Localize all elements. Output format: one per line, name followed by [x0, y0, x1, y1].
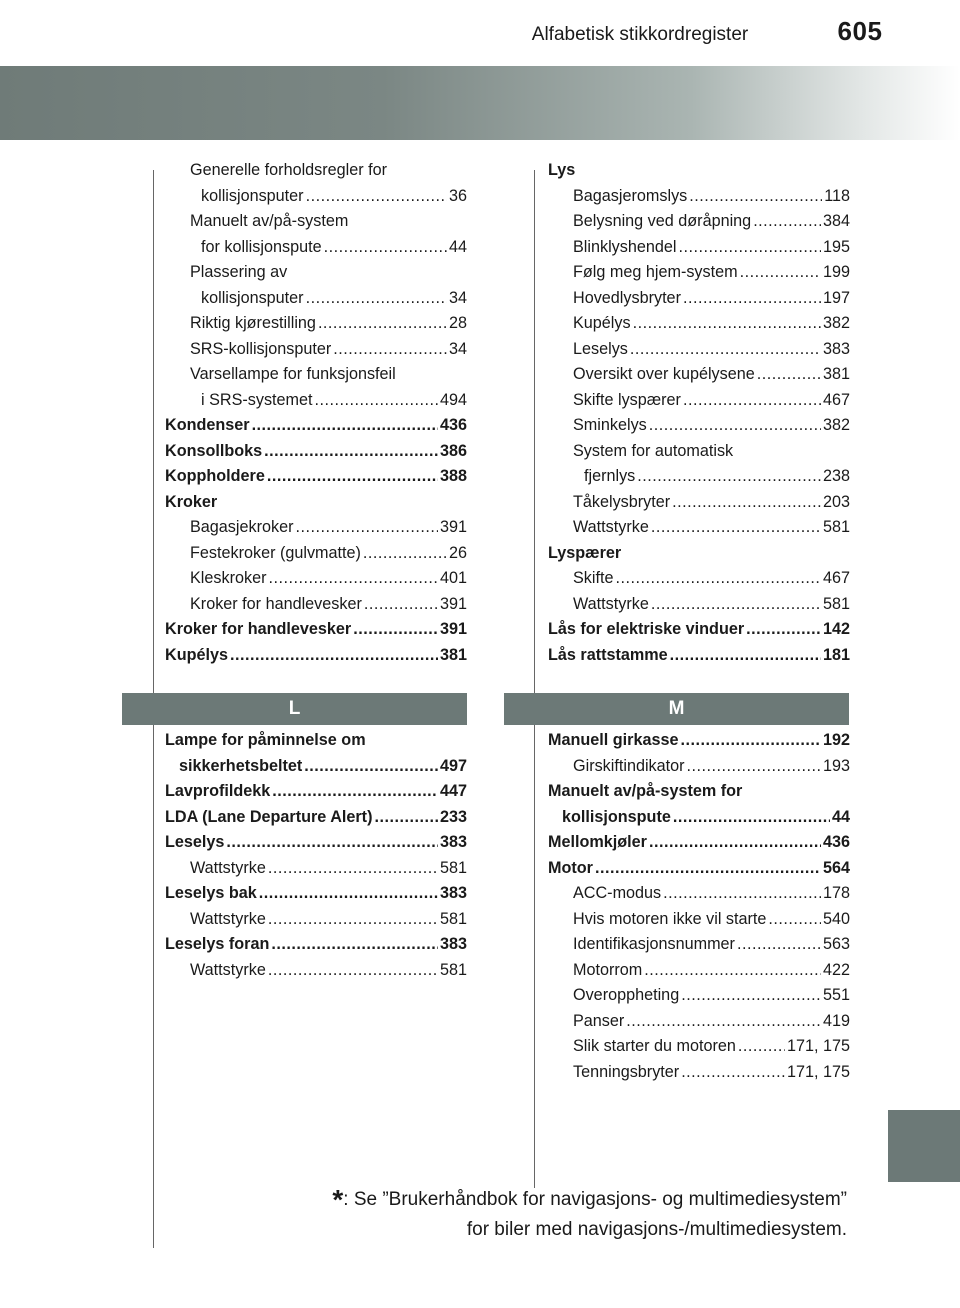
entry-label: Hvis motoren ikke vil starte — [573, 909, 767, 928]
entry-label: Oversikt over kupélysene — [573, 365, 755, 383]
entry-page-ref: 581 — [439, 909, 467, 928]
entry-label: kollisjonsputer — [201, 288, 304, 307]
dot-leader — [306, 184, 447, 210]
index-entry — [165, 907, 467, 933]
entry-label: Wattstyrke — [190, 960, 266, 979]
footnote-line-1 — [332, 1185, 847, 1215]
index-entry — [548, 158, 850, 184]
index-entry — [548, 311, 850, 337]
index-entry — [165, 337, 467, 363]
entry-label: Lys — [548, 161, 576, 179]
dot-leader — [738, 1034, 785, 1060]
index-entry — [165, 856, 467, 882]
index-entry — [548, 184, 850, 210]
entry-page-ref: 382 — [822, 416, 850, 434]
index-entry — [548, 566, 850, 592]
entry-label: Festekroker (gulvmatte) — [190, 543, 361, 562]
header-title: Alfabetisk stikkordregister — [531, 24, 749, 45]
dot-leader — [683, 286, 821, 312]
entry-page-ref: 34 — [448, 288, 467, 307]
index-entry — [548, 1034, 850, 1060]
index-section-m — [548, 728, 850, 1085]
entry-label: Følg meg hjem-system — [573, 263, 738, 281]
index-entry — [548, 413, 850, 439]
dot-leader — [663, 881, 821, 907]
dot-leader — [268, 958, 438, 984]
dot-leader — [306, 286, 447, 312]
index-entry — [165, 566, 467, 592]
index-entry — [548, 439, 850, 465]
entry-page-ref: 171, 175 — [786, 1062, 850, 1081]
dot-leader — [315, 388, 438, 414]
index-entry — [548, 592, 850, 618]
footnote-text-1: : Se ”Brukerhåndbok for navigasjons- og multimediesystem” — [343, 1189, 847, 1210]
entry-page-ref: 193 — [822, 756, 850, 775]
index-entry — [165, 643, 467, 669]
entry-page-ref: 386 — [439, 441, 467, 460]
index-entry — [165, 754, 467, 780]
dot-leader — [304, 754, 438, 780]
dot-leader — [737, 932, 821, 958]
dot-leader — [268, 856, 438, 882]
entry-label: System for automatisk — [573, 441, 734, 460]
entry-page-ref: 171, 175 — [786, 1037, 850, 1055]
entry-page-ref: 581 — [822, 594, 850, 613]
entry-page-ref: 391 — [439, 518, 467, 536]
index-entry — [165, 592, 467, 618]
entry-label: Skifte lyspærer — [573, 390, 681, 409]
index-entry — [165, 158, 467, 184]
entry-page-ref: 44 — [448, 237, 467, 256]
dot-leader — [649, 830, 821, 856]
entry-label: Plassering av — [190, 263, 288, 281]
entry-label: Wattstyrke — [573, 518, 649, 536]
entry-label: Hovedlysbryter — [573, 288, 681, 307]
dot-leader — [318, 311, 447, 337]
index-entry — [548, 856, 850, 882]
entry-page-ref: 195 — [822, 237, 850, 256]
index-entry — [548, 907, 850, 933]
index-entry — [165, 728, 467, 754]
entry-label: Manuelt av/på-system — [190, 212, 349, 230]
dot-leader — [637, 464, 821, 490]
index-entry — [165, 260, 467, 286]
entry-label: Wattstyrke — [190, 909, 266, 928]
entry-label: Lås for elektriske vinduer — [548, 620, 745, 638]
entry-page-ref: 383 — [439, 935, 467, 953]
dot-leader — [633, 311, 821, 337]
entry-label: Overoppheting — [573, 986, 680, 1004]
entry-label: Slik starter du motoren — [573, 1037, 736, 1055]
entry-label: kollisjonsputer — [201, 186, 304, 205]
entry-page-ref: 494 — [439, 390, 467, 409]
index-entry — [548, 779, 850, 805]
dot-leader — [678, 235, 821, 261]
dot-leader — [271, 932, 438, 958]
index-entry — [548, 490, 850, 516]
entry-page-ref: 563 — [822, 935, 850, 953]
entry-label: Koppholdere — [165, 467, 265, 485]
entry-page-ref: 401 — [439, 569, 467, 587]
index-entry — [548, 209, 850, 235]
entry-page-ref: 581 — [439, 960, 467, 979]
index-entry — [165, 932, 467, 958]
page-number: 605 — [837, 16, 883, 46]
index-entry — [165, 209, 467, 235]
entry-page-ref: 199 — [822, 263, 850, 281]
section-letter: M — [668, 698, 685, 719]
entry-label: Lavprofildekk — [165, 782, 271, 800]
entry-label: Sminkelys — [573, 416, 647, 434]
footnote-star: * — [332, 1184, 344, 1215]
entry-label: for kollisjonspute — [201, 237, 322, 256]
entry-page-ref: 581 — [439, 858, 467, 877]
index-entry — [548, 805, 850, 831]
entry-label: Bagasjekroker — [190, 518, 294, 536]
index-entry — [165, 958, 467, 984]
index-entry — [165, 881, 467, 907]
dot-leader — [226, 830, 438, 856]
index-entry — [165, 235, 467, 261]
dot-leader — [680, 728, 821, 754]
entry-page-ref: 383 — [439, 884, 467, 902]
entry-page-ref: 142 — [822, 620, 850, 638]
entry-label: Kupélys — [573, 314, 631, 332]
entry-page-ref: 551 — [822, 986, 850, 1004]
center-rule — [534, 170, 535, 1188]
dot-leader — [768, 907, 821, 933]
dot-leader — [626, 1009, 821, 1035]
index-entry — [548, 983, 850, 1009]
entry-page-ref: 540 — [822, 909, 850, 928]
entry-label: Belysning ved døråpning — [573, 212, 752, 230]
dot-leader — [268, 566, 438, 592]
dot-leader — [649, 413, 821, 439]
entry-page-ref: 238 — [822, 467, 850, 485]
dot-leader — [616, 566, 821, 592]
index-entry — [548, 286, 850, 312]
footnote-line-2: for biler med navigasjons-/multimediesystem. — [466, 1219, 847, 1240]
index-entry — [165, 779, 467, 805]
entry-label: Riktig kjørestilling — [190, 314, 316, 332]
entry-page-ref: 422 — [822, 960, 850, 979]
entry-label: Kupélys — [165, 645, 228, 664]
index-entry — [165, 617, 467, 643]
entry-page-ref: 391 — [439, 594, 467, 613]
entry-label: Tenningsbryter — [573, 1062, 680, 1081]
dot-leader — [324, 235, 447, 261]
entry-label: Kroker — [165, 492, 218, 511]
index-entry — [548, 932, 850, 958]
entry-page-ref: 36 — [448, 186, 467, 205]
dot-leader — [683, 388, 821, 414]
index-entry — [548, 881, 850, 907]
index-entry — [548, 260, 850, 286]
index-entry — [165, 286, 467, 312]
entry-page-ref: 436 — [822, 833, 850, 851]
index-entry — [165, 515, 467, 541]
entry-label: Lås rattstamme — [548, 645, 668, 664]
index-entry — [548, 617, 850, 643]
dot-leader — [252, 413, 438, 439]
dot-leader — [264, 439, 438, 465]
entry-page-ref: 581 — [822, 518, 850, 536]
entry-label: sikkerhetsbeltet — [179, 756, 303, 775]
dot-leader — [644, 958, 821, 984]
index-entry — [548, 541, 850, 567]
entry-page-ref: 419 — [822, 1011, 850, 1030]
section-header-m — [504, 693, 849, 725]
dot-leader — [595, 856, 821, 882]
index-column-right-top — [548, 158, 850, 668]
index-entry — [165, 541, 467, 567]
entry-label: Leselys bak — [165, 884, 257, 902]
footnote — [332, 1185, 847, 1245]
index-entry — [165, 388, 467, 414]
entry-page-ref: 34 — [448, 339, 467, 358]
index-entry — [548, 958, 850, 984]
dot-leader — [672, 490, 821, 516]
index-entry — [548, 515, 850, 541]
dot-leader — [363, 541, 447, 567]
entry-label: Panser — [573, 1011, 625, 1030]
dot-leader — [272, 779, 438, 805]
index-entry — [548, 337, 850, 363]
entry-page-ref: 564 — [822, 858, 850, 877]
index-entry — [548, 754, 850, 780]
entry-label: Identifikasjonsnummer — [573, 935, 735, 953]
index-entry — [548, 1060, 850, 1086]
dot-leader — [259, 881, 438, 907]
entry-label: Konsollboks — [165, 441, 263, 460]
index-entry — [165, 184, 467, 210]
entry-label: Varsellampe for funksjonsfeil — [190, 365, 396, 383]
entry-page-ref: 381 — [822, 365, 850, 383]
entry-label: Manuell girkasse — [548, 731, 679, 749]
entry-label: Generelle forholdsregler for — [190, 161, 388, 179]
index-entry — [165, 439, 467, 465]
entry-page-ref: 197 — [822, 288, 850, 307]
entry-label: SRS-kollisjonsputer — [190, 339, 332, 358]
dot-leader — [687, 754, 821, 780]
dot-leader — [333, 337, 447, 363]
entry-page-ref: 118 — [824, 186, 850, 205]
entry-label: Girskiftindikator — [573, 756, 685, 775]
entry-page-ref: 381 — [439, 645, 467, 664]
entry-page-ref: 28 — [448, 314, 467, 332]
dot-leader — [353, 617, 438, 643]
entry-page-ref: 26 — [448, 543, 467, 562]
entry-label: fjernlys — [584, 467, 636, 485]
dot-leader — [651, 515, 821, 541]
entry-label: LDA (Lane Departure Alert) — [165, 807, 373, 826]
entry-label: Manuelt av/på-system for — [548, 782, 743, 800]
index-column-left-top — [165, 158, 467, 668]
dot-leader — [681, 1060, 785, 1086]
entry-label: Skifte — [573, 569, 614, 587]
dot-leader — [295, 515, 438, 541]
index-entry — [548, 830, 850, 856]
dot-leader — [740, 260, 821, 286]
entry-page-ref: 383 — [822, 339, 850, 358]
index-entry — [548, 643, 850, 669]
index-entry — [165, 464, 467, 490]
entry-page-ref: 467 — [822, 390, 850, 409]
dot-leader — [651, 592, 821, 618]
entry-page-ref: 497 — [439, 756, 467, 775]
index-entry — [165, 490, 467, 516]
entry-label: Kroker for handlevesker — [190, 594, 362, 613]
entry-label: kollisjonspute — [562, 807, 671, 826]
section-header-l — [122, 693, 467, 725]
entry-page-ref: 192 — [822, 731, 850, 749]
dot-leader — [630, 337, 821, 363]
entry-label: Kroker for handlevesker — [165, 620, 352, 638]
entry-page-ref: 436 — [439, 416, 467, 434]
index-entry — [165, 362, 467, 388]
entry-page-ref: 467 — [822, 569, 850, 587]
dot-leader — [681, 983, 821, 1009]
entry-label: Motorrom — [573, 960, 643, 979]
entry-label: Kleskroker — [190, 569, 267, 587]
entry-label: Leselys — [165, 833, 225, 851]
entry-label: Lampe for påminnelse om — [165, 731, 366, 749]
chapter-tab — [888, 1110, 960, 1182]
index-entry — [548, 728, 850, 754]
entry-label: Leselys foran — [165, 935, 270, 953]
entry-label: Wattstyrke — [573, 594, 649, 613]
entry-label: Leselys — [573, 339, 628, 358]
index-entry — [165, 805, 467, 831]
entry-page-ref: 181 — [822, 645, 850, 664]
entry-page-ref: 178 — [822, 884, 850, 902]
dot-leader — [673, 805, 830, 831]
entry-label: Kondenser — [165, 416, 250, 434]
index-entry — [548, 235, 850, 261]
dot-leader — [670, 643, 821, 669]
index-entry — [548, 362, 850, 388]
entry-page-ref: 203 — [822, 492, 850, 511]
header-banner — [0, 66, 960, 140]
entry-label: i SRS-systemet — [201, 390, 313, 409]
entry-page-ref: 384 — [822, 212, 850, 230]
entry-page-ref: 382 — [822, 314, 850, 332]
index-entry — [548, 1009, 850, 1035]
entry-label: Lyspærer — [548, 543, 622, 562]
entry-label: Tåkelysbryter — [573, 492, 671, 511]
dot-leader — [364, 592, 438, 618]
dot-leader — [268, 907, 438, 933]
entry-page-ref: 388 — [439, 467, 467, 485]
dot-leader — [374, 805, 438, 831]
section-letter: L — [288, 698, 301, 719]
index-entry — [165, 413, 467, 439]
dot-leader — [230, 643, 438, 669]
entry-page-ref: 383 — [439, 833, 467, 851]
index-entry — [165, 311, 467, 337]
entry-page-ref: 233 — [439, 807, 467, 826]
dot-leader — [753, 209, 821, 235]
entry-page-ref: 44 — [831, 807, 850, 826]
entry-label: Bagasjeromslys — [573, 186, 688, 205]
entry-label: Blinklyshendel — [573, 237, 677, 256]
index-section-l — [165, 728, 467, 983]
entry-label: Mellomkjøler — [548, 833, 647, 851]
entry-label: Wattstyrke — [190, 858, 266, 877]
dot-leader — [267, 464, 438, 490]
index-entry — [165, 830, 467, 856]
dot-leader — [746, 617, 821, 643]
entry-label: Motor — [548, 858, 593, 877]
dot-leader — [689, 184, 822, 210]
index-entry — [548, 464, 850, 490]
entry-label: ACC-modus — [573, 884, 662, 902]
entry-page-ref: 447 — [439, 782, 467, 800]
dot-leader — [757, 362, 821, 388]
entry-page-ref: 391 — [439, 620, 467, 638]
index-entry — [548, 388, 850, 414]
